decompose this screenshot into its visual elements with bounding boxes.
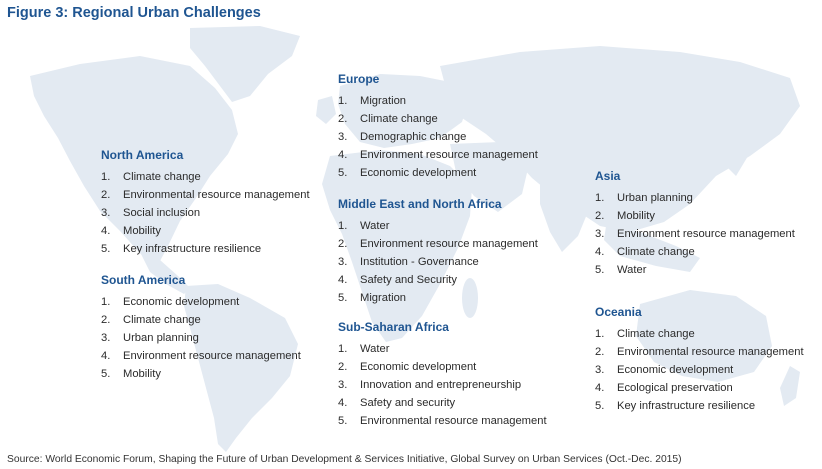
- challenge-list: [338, 217, 538, 307]
- list-item: 4. Environment resource management: [101, 350, 301, 363]
- region-asia: [595, 169, 795, 279]
- list-item: 2. Economic development: [338, 361, 477, 374]
- list-item: 5. Water: [595, 264, 647, 277]
- list-item: 3. Social inclusion: [101, 207, 201, 220]
- challenge-list: [101, 293, 301, 383]
- region-oceania: [595, 305, 804, 415]
- list-item: 4. Mobility: [101, 225, 161, 238]
- challenge-list: [595, 189, 795, 279]
- list-item: 4. Climate change: [595, 246, 695, 259]
- list-item: 3. Innovation and entrepreneurship: [338, 379, 522, 392]
- region-heading: North America: [101, 148, 184, 162]
- list-item: 5. Key infrastructure resilience: [595, 400, 756, 413]
- region-europe: [338, 72, 538, 182]
- list-item: 5. Economic development: [338, 167, 477, 180]
- challenge-list: [338, 340, 547, 430]
- list-item: 4. Ecological preservation: [595, 382, 733, 395]
- list-item: 4. Safety and security: [338, 397, 456, 410]
- source-note: Source: World Economic Forum, Shaping the Future of Urban Development & Services Initiative, Global Survey on Urban Services (Oct.-Dec. 2015): [7, 454, 682, 465]
- region-heading: Sub-Saharan Africa: [338, 320, 449, 334]
- list-item: 3. Institution - Governance: [338, 256, 479, 269]
- list-item: 4. Safety and Security: [338, 274, 458, 287]
- list-item: 5. Environmental resource management: [338, 415, 547, 428]
- region-heading: Europe: [338, 72, 380, 86]
- region-middle-east-north-africa: [338, 197, 538, 307]
- list-item: 3. Economic development: [595, 364, 734, 377]
- region-south-america: [101, 273, 301, 383]
- list-item: 2. Mobility: [595, 210, 655, 223]
- region-sub-saharan-africa: [338, 320, 547, 430]
- uk-shape: [316, 96, 336, 124]
- list-item: 4. Environment resource management: [338, 149, 538, 162]
- list-item: 2. Environmental resource management: [101, 189, 310, 202]
- list-item: 3. Demographic change: [338, 131, 467, 144]
- list-item: 3. Urban planning: [101, 332, 199, 345]
- list-item: 3. Environment resource management: [595, 228, 795, 241]
- region-heading: Asia: [595, 169, 621, 183]
- region-north-america: [101, 148, 310, 258]
- list-item: 5. Mobility: [101, 368, 161, 381]
- region-heading: Middle East and North Africa: [338, 197, 502, 211]
- challenge-list: [101, 168, 310, 258]
- challenge-list: [595, 325, 804, 415]
- list-item: 2. Climate change: [338, 113, 438, 126]
- list-item: 1. Climate change: [101, 171, 201, 183]
- challenge-list: [338, 92, 538, 182]
- list-item: 1. Water: [338, 220, 390, 232]
- list-item: 2. Environmental resource management: [595, 346, 804, 359]
- list-item: 1. Climate change: [595, 328, 695, 340]
- figure-title: Figure 3: Regional Urban Challenges: [7, 5, 261, 21]
- list-item: 5. Migration: [338, 292, 407, 305]
- list-item: 2. Environment resource management: [338, 238, 538, 251]
- list-item: 1. Urban planning: [595, 192, 693, 204]
- region-heading: Oceania: [595, 305, 642, 319]
- list-item: 1. Economic development: [101, 296, 240, 308]
- list-item: 1. Migration: [338, 95, 407, 107]
- list-item: 5. Key infrastructure resilience: [101, 243, 262, 256]
- list-item: 2. Climate change: [101, 314, 201, 327]
- list-item: 1. Water: [338, 343, 390, 355]
- region-heading: South America: [101, 273, 186, 287]
